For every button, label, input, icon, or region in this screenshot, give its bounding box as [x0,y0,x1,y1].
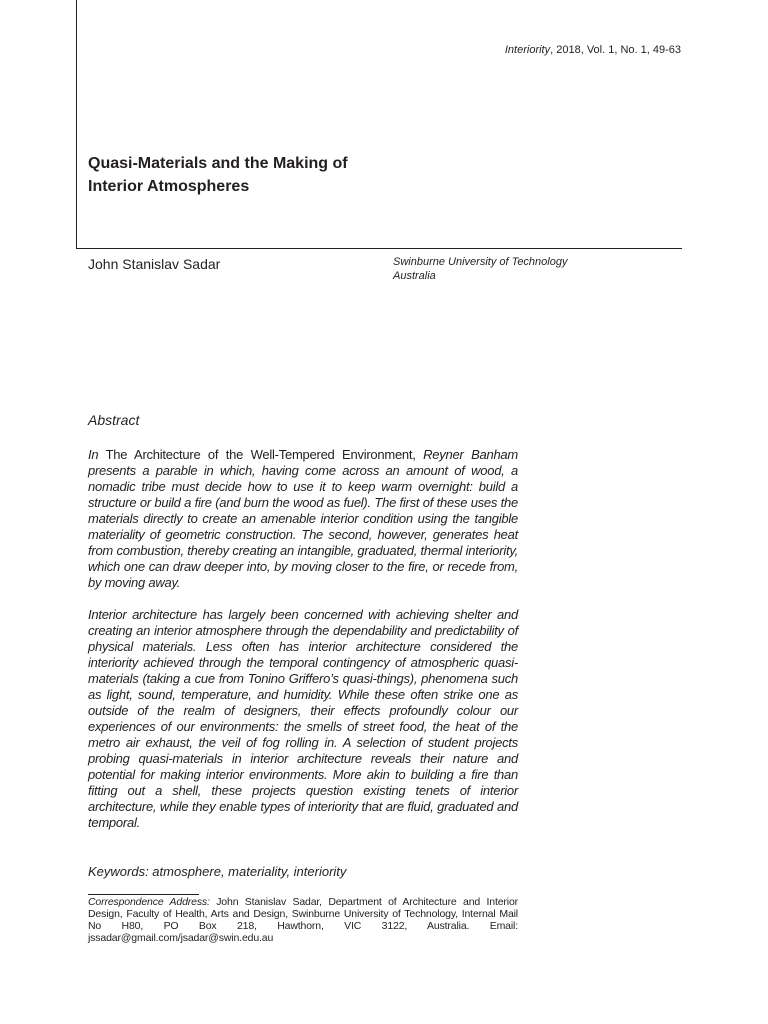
abstract-paragraph-2: Interior architecture has largely been concerned with achieving shelter and creating an interior atmosphere through the dependability and predictability of physical materials. Less often has interior architecture considered the interiority achieved through the temporal contingency of atmospheric quasi-materials (taking a cue from Tonino Griffero’s quasi-things), phenomena such as light, sound, temperature, and humidity. While these often strike one as outside of the realm of designers, their effects profoundly colour our experiences of our environments: the smells of street food, the heat of the metro air exhaust, the veil of fog rolling in. A selection of student projects probing quasi-materials in interior architecture reveals their nature and potential for making interior environments. More akin to building a fire than fitting out a shell, these projects question existing tenets of interior architecture, while they enable types of interiority that are fluid, graduated and temporal. [88,607,518,830]
abstract-p1-lead: In [88,447,99,462]
article-title [88,152,508,198]
author-affiliation [393,255,567,283]
abstract-paragraph-1 [88,447,518,591]
author-name: John Stanislav Sadar [88,256,221,272]
title-line-2: Interior Atmospheres [88,178,250,195]
vertical-rule [76,0,77,249]
journal-citation [505,44,681,56]
citation-details: , 2018, Vol. 1, No. 1, 49-63 [550,44,681,56]
abstract-p1-body: Reyner Banham presents a parable in which, having come across an amount of wood, a nomadic tribe must decide how to use it to keep warm overnight: build a structure or build a fire (and burn the wood as fuel). The first of these uses the materials directly to create an amenable interior condition using the tangible materiality of geometric construction. The second, however, generates heat from combustion, thereby creating an intangible, graduated, thermal interiority, which one can draw deeper into, by moving closer to the fire, or recede from, by moving away. [88,447,518,590]
correspondence-label: Correspondence Address: [88,896,210,908]
journal-name: Interiority [504,44,551,56]
keywords: Keywords: atmosphere, materiality, interiority [88,864,347,879]
affiliation-institution: Swinburne University of Technology [393,256,568,268]
abstract-p1-book-title: The Architecture of the Well-Tempered Environment, [98,447,424,462]
correspondence-address [88,896,518,944]
correspondence-text: John Stanislav Sadar, Department of Architecture and Interior Design, Faculty of Health, Arts and Design, Swinburne University of Technology, Internal Mail No H80, PO Box 218, Hawthorn, VIC 3122, Australia. Email: jssadar@gmail.com/jsadar@swin.edu.au [88,896,518,944]
header-rule [76,248,682,249]
title-line-1: Quasi-Materials and the Making of [88,155,348,172]
abstract-heading: Abstract [88,412,140,428]
affiliation-country: Australia [393,270,436,282]
footnote-rule [88,894,199,895]
